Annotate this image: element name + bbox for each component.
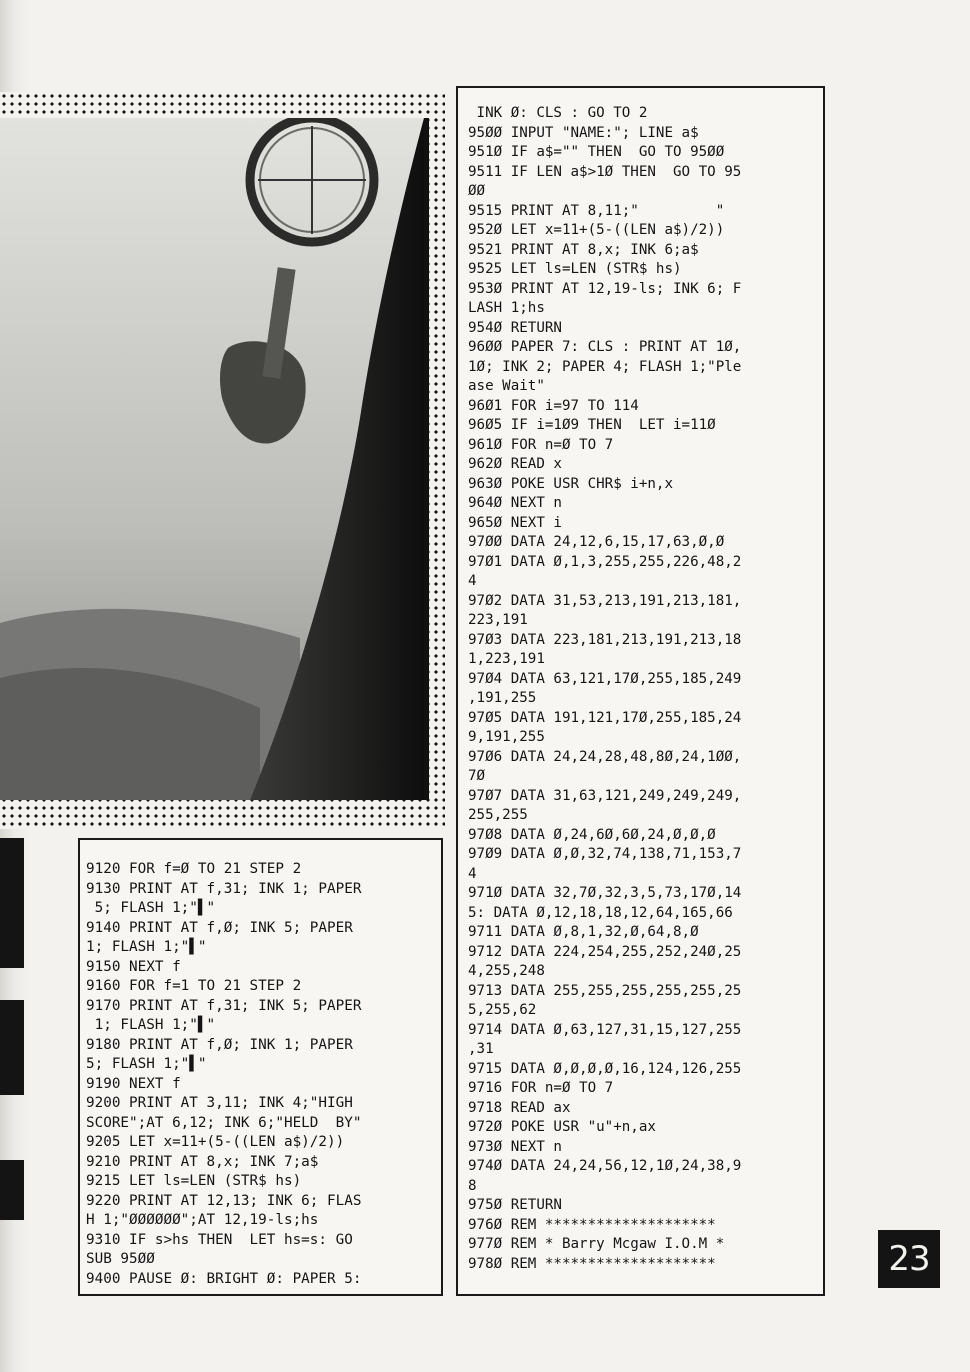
code-line: 8 bbox=[468, 1177, 477, 1194]
code-line: ,31 bbox=[468, 1041, 494, 1057]
ring-sight-icon bbox=[250, 118, 374, 242]
code-line: 975Ø RETURN bbox=[468, 1197, 562, 1213]
code-line: 97Ø3 DATA 223,181,213,191,213,18 bbox=[468, 631, 742, 648]
code-line: 1Ø; INK 2; PAPER 4; FLASH 1;"Ple bbox=[468, 358, 742, 375]
code-line: 9180 PRINT AT f,Ø; INK 1; PAPER bbox=[86, 1036, 353, 1053]
code-line: 9210 PRINT AT 8,x; INK 7;a$ bbox=[86, 1153, 319, 1170]
code-line: 9712 DATA 224,254,255,252,24Ø,25 bbox=[468, 943, 742, 960]
code-line: 9170 PRINT AT f,31; INK 5; PAPER bbox=[86, 997, 362, 1014]
code-line: 9,191,255 bbox=[468, 729, 545, 745]
code-line: SUB 95ØØ bbox=[86, 1251, 155, 1267]
code-line: 97Ø2 DATA 31,53,213,191,213,181, bbox=[468, 592, 742, 609]
code-line: 9130 PRINT AT f,31; INK 1; PAPER bbox=[86, 880, 362, 897]
code-line: 953Ø PRINT AT 12,19-ls; INK 6; F bbox=[468, 280, 742, 297]
code-line: 97Ø8 DATA Ø,24,6Ø,6Ø,24,Ø,Ø,Ø bbox=[468, 826, 716, 843]
code-line: 97Ø7 DATA 31,63,121,249,249,249, bbox=[468, 787, 742, 804]
code-line: 255,255 bbox=[468, 807, 528, 823]
code-line: LASH 1;hs bbox=[468, 300, 545, 316]
code-line: 9160 FOR f=1 TO 21 STEP 2 bbox=[86, 978, 302, 994]
code-line: 977Ø REM * Barry Mcgaw I.O.M * bbox=[468, 1236, 725, 1252]
code-line: 951Ø IF a$="" THEN GO TO 95ØØ bbox=[468, 144, 725, 160]
code-line: 9711 DATA Ø,8,1,32,Ø,64,8,Ø bbox=[468, 924, 699, 940]
code-line: 95ØØ INPUT "NAME:"; LINE a$ bbox=[468, 124, 699, 141]
code-line: 96ØØ PAPER 7: CLS : PRINT AT 1Ø, bbox=[468, 339, 742, 355]
code-line: 954Ø RETURN bbox=[468, 319, 562, 336]
code-line: 97ØØ DATA 24,12,6,15,17,63,Ø,Ø bbox=[468, 534, 725, 550]
code-line: 9400 PAUSE Ø: BRIGHT Ø: PAPER 5: bbox=[86, 1270, 362, 1287]
code-line: 96Ø1 FOR i=97 TO 114 bbox=[468, 397, 639, 414]
code-line: 5; FLASH 1;"▌" bbox=[86, 900, 216, 916]
code-line: 976Ø REM ******************** bbox=[468, 1216, 716, 1233]
code-line: 961Ø FOR n=Ø TO 7 bbox=[468, 436, 614, 453]
code-line: 965Ø NEXT i bbox=[468, 514, 562, 531]
code-line: 9714 DATA Ø,63,127,31,15,127,255 bbox=[468, 1021, 742, 1038]
code-line: 9718 READ ax bbox=[468, 1099, 571, 1116]
code-line: 96Ø5 IF i=1Ø9 THEN LET i=11Ø bbox=[468, 417, 716, 433]
code-line: 9521 PRINT AT 8,x; INK 6;a$ bbox=[468, 241, 699, 258]
code-line: 97Ø1 DATA Ø,1,3,255,255,226,48,2 bbox=[468, 553, 742, 570]
code-line: ØØ bbox=[468, 183, 486, 199]
code-line: 9515 PRINT AT 8,11;" " bbox=[468, 202, 725, 219]
code-line: 7Ø bbox=[468, 768, 486, 784]
code-line: SCORE";AT 6,12; INK 6;"HELD BY" bbox=[86, 1114, 362, 1131]
code-line: 1; FLASH 1;"▌" bbox=[86, 939, 207, 955]
code-line: 9140 PRINT AT f,Ø; INK 5; PAPER bbox=[86, 919, 353, 936]
code-line: 5: DATA Ø,12,18,18,12,64,165,66 bbox=[468, 904, 733, 921]
code-line: 4,255,248 bbox=[468, 963, 545, 979]
code-line: 9715 DATA Ø,Ø,Ø,Ø,16,124,126,255 bbox=[468, 1060, 742, 1077]
code-line: 974Ø DATA 24,24,56,12,1Ø,24,38,9 bbox=[468, 1158, 742, 1174]
code-line: 97Ø4 DATA 63,121,17Ø,255,185,249 bbox=[468, 670, 742, 687]
code-line: 9150 NEXT f bbox=[86, 958, 181, 975]
code-line: 97Ø5 DATA 191,121,17Ø,255,185,24 bbox=[468, 709, 742, 726]
code-line: 9215 LET ls=LEN (STR$ hs) bbox=[86, 1173, 302, 1189]
code-line: 963Ø POKE USR CHR$ i+n,x bbox=[468, 475, 673, 492]
page-number: 23 bbox=[878, 1230, 940, 1288]
code-listing-left bbox=[78, 838, 443, 1296]
spine-tab bbox=[0, 1000, 24, 1095]
code-line: 5; FLASH 1;"▌" bbox=[86, 1056, 207, 1072]
code-line: 964Ø NEXT n bbox=[468, 495, 562, 511]
code-listing-right bbox=[456, 86, 825, 1296]
code-line: ,191,255 bbox=[468, 690, 537, 706]
code-line: 9190 NEXT f bbox=[86, 1075, 181, 1092]
code-line: 1; FLASH 1;"▌" bbox=[86, 1017, 216, 1033]
code-line: 9205 LET x=11+(5-((LEN a$)/2)) bbox=[86, 1134, 345, 1150]
code-line: 973Ø NEXT n bbox=[468, 1138, 562, 1155]
code-line: 962Ø READ x bbox=[468, 456, 562, 472]
code-line: 1,223,191 bbox=[468, 651, 545, 667]
code-line: 9525 LET ls=LEN (STR$ hs) bbox=[468, 261, 682, 277]
code-line: 9716 FOR n=Ø TO 7 bbox=[468, 1080, 614, 1096]
code-line: 9220 PRINT AT 12,13; INK 6; FLAS bbox=[86, 1192, 362, 1209]
code-line: 97Ø9 DATA Ø,Ø,32,74,138,71,153,7 bbox=[468, 846, 742, 862]
spine-tab bbox=[0, 1160, 24, 1220]
code-line: 4 bbox=[468, 865, 477, 882]
code-line: 223,191 bbox=[468, 612, 528, 628]
spine-tab bbox=[0, 838, 24, 968]
code-line: INK Ø: CLS : GO TO 2 bbox=[468, 105, 648, 121]
code-line: 978Ø REM ******************** bbox=[468, 1255, 716, 1272]
code-line: 9200 PRINT AT 3,11; INK 4;"HIGH bbox=[86, 1095, 353, 1111]
code-line: 4 bbox=[468, 573, 477, 589]
code-line: 9511 IF LEN a$>1Ø THEN GO TO 95 bbox=[468, 163, 742, 180]
aircraft-gunsight-photo bbox=[0, 118, 429, 800]
code-line: 952Ø LET x=11+(5-((LEN a$)/2)) bbox=[468, 222, 725, 238]
code-line: H 1;"ØØØØØØ";AT 12,19-ls;hs bbox=[86, 1212, 319, 1228]
code-line: 9310 IF s>hs THEN LET hs=s: GO bbox=[86, 1231, 353, 1248]
code-line: 5,255,62 bbox=[468, 1002, 537, 1018]
code-line: 972Ø POKE USR "u"+n,ax bbox=[468, 1119, 656, 1135]
code-line: 97Ø6 DATA 24,24,28,48,8Ø,24,1ØØ, bbox=[468, 748, 742, 765]
code-line: ase Wait" bbox=[468, 378, 545, 394]
code-line: 9120 FOR f=Ø TO 21 STEP 2 bbox=[86, 861, 302, 877]
code-line: 9713 DATA 255,255,255,255,255,25 bbox=[468, 982, 742, 999]
code-line: 971Ø DATA 32,7Ø,32,3,5,73,17Ø,14 bbox=[468, 885, 742, 901]
photo-illustration bbox=[0, 118, 424, 800]
